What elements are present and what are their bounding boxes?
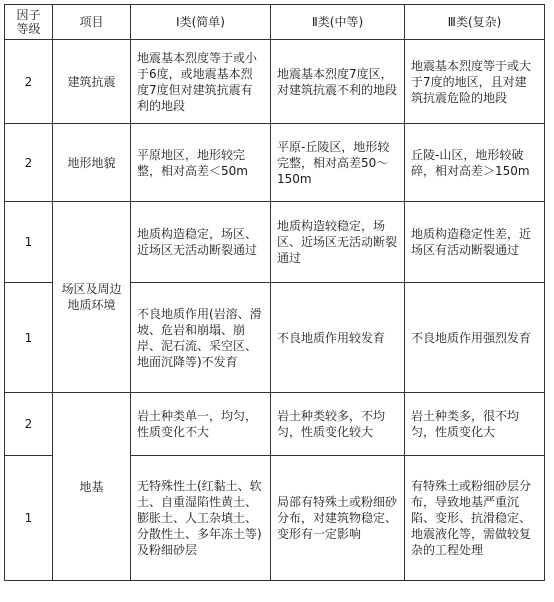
- table-row: [5, 40, 545, 124]
- class-1-cell: 平原地区，地形较完整，相对高差＜50m: [131, 124, 271, 202]
- factor-level-cell: 1: [5, 202, 53, 283]
- table-header-row: [5, 5, 545, 40]
- class-1-cell: 不良地质作用(岩溶、滑坡、危岩和崩塌、崩岸、泥石流、采空区、地面沉降等)不发育: [131, 283, 271, 393]
- class-2-cell: 地质构造较稳定，场区、近场区无活动断裂通过: [271, 202, 405, 283]
- item-cell: 建筑抗震: [53, 40, 131, 124]
- header-item: 项目: [53, 5, 131, 40]
- item-cell: 地形地貌: [53, 124, 131, 202]
- table-row: [5, 124, 545, 202]
- factor-level-cell: 2: [5, 124, 53, 202]
- class-3-cell: 地质构造稳定性差，近场区有活动断裂通过: [405, 202, 545, 283]
- class-3-cell: 丘陵-山区，地形较破碎，相对高差＞150m: [405, 124, 545, 202]
- class-1-cell: 岩土种类单一，均匀，性质变化不大: [131, 393, 271, 456]
- class-1-cell: 无特殊性土(红黏土、软土、自重湿陷性黄土、膨胀土、人工杂填土、分散性土、多年冻土等)及粉细砂层: [131, 456, 271, 581]
- class-2-cell: 岩土种类较多，不均匀，性质变化较大: [271, 393, 405, 456]
- item-cell: 场区及周边地质环境: [53, 202, 131, 393]
- table-row: [5, 202, 545, 283]
- item-cell: 地基: [53, 393, 131, 581]
- factor-level-cell: 2: [5, 393, 53, 456]
- class-2-cell: 不良地质作用较发育: [271, 283, 405, 393]
- class-3-cell: 岩土种类多，很不均匀，性质变化大: [405, 393, 545, 456]
- class-3-cell: 不良地质作用强烈发育: [405, 283, 545, 393]
- factor-level-cell: 1: [5, 283, 53, 393]
- class-3-cell: 地震基本烈度等于或大于7度的地区，且对建筑抗震危险的地段: [405, 40, 545, 124]
- factor-level-cell: 1: [5, 456, 53, 581]
- table-row: [5, 393, 545, 456]
- class-1-cell: 地震基本烈度等于或小于6度，或地震基本烈度7度但对建筑抗震有利的地段: [131, 40, 271, 124]
- header-factor-level: 因子等级: [5, 5, 53, 40]
- factor-level-cell: 2: [5, 40, 53, 124]
- header-class-3: Ⅲ类(复杂): [405, 5, 545, 40]
- class-1-cell: 地质构造稳定，场区、近场区无活动断裂通过: [131, 202, 271, 283]
- class-2-cell: 平原-丘陵区，地形较完整，相对高差50～150m: [271, 124, 405, 202]
- header-class-2: Ⅱ类(中等): [271, 5, 405, 40]
- classification-table: [4, 4, 545, 581]
- class-2-cell: 地震基本烈度7度区，对建筑抗震不利的地段: [271, 40, 405, 124]
- header-class-1: Ⅰ类(简单): [131, 5, 271, 40]
- class-2-cell: 局部有特殊土或粉细砂分布，对建筑物稳定、变形有一定影响: [271, 456, 405, 581]
- class-3-cell: 有特殊土或粉细砂层分布，导致地基严重沉陷、变形、抗滑稳定、地震液化等，需做较复杂的工程处理: [405, 456, 545, 581]
